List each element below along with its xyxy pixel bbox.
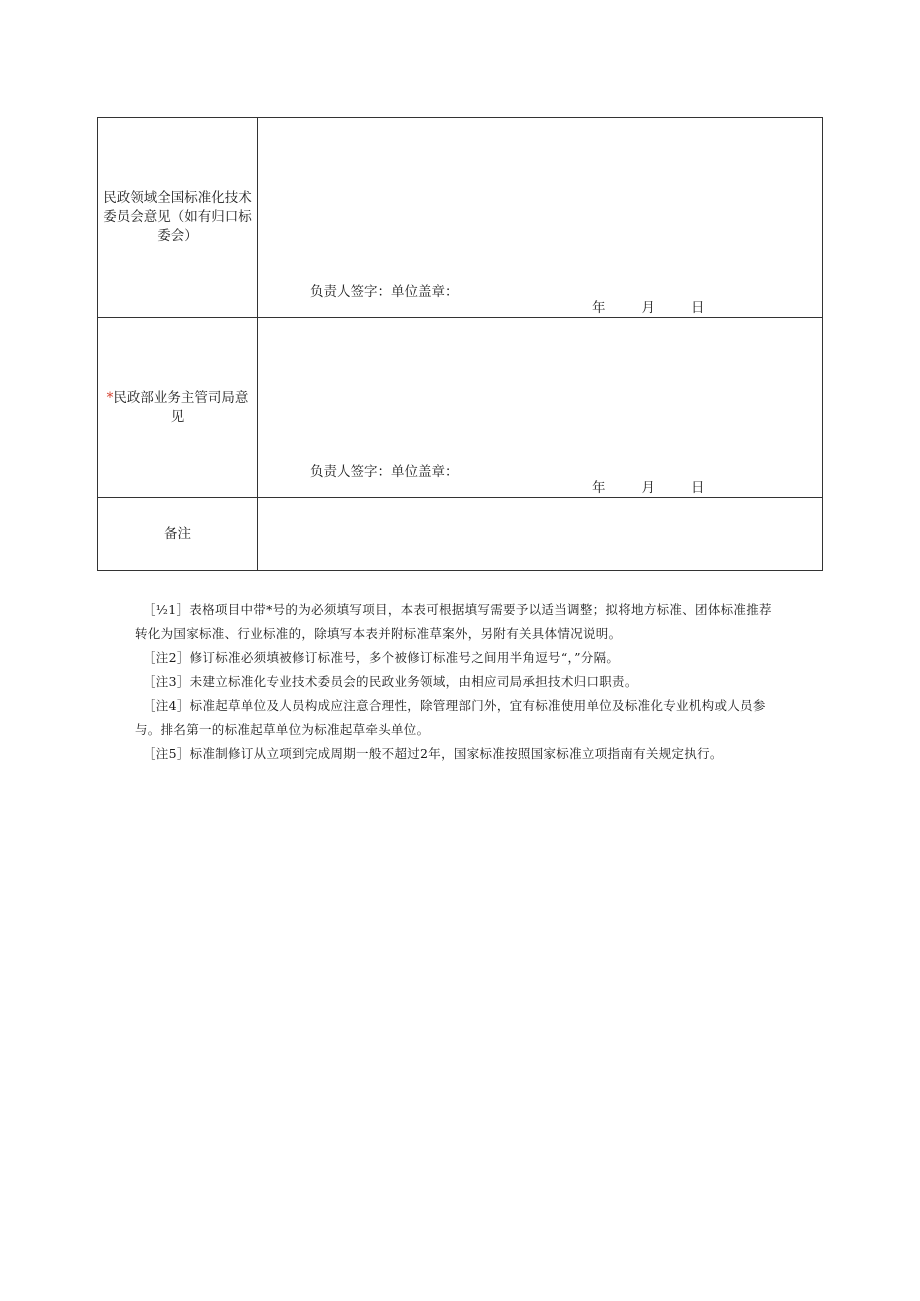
tc-opinion-label: 民政领域全国标准化技术委员会意见（如有归口标委会） <box>98 118 258 318</box>
remark-field[interactable] <box>258 498 823 571</box>
tc-opinion-row <box>98 118 823 318</box>
dept-date-line <box>592 479 705 498</box>
tc-date-line <box>592 299 705 318</box>
remark-row <box>98 498 823 571</box>
dept-opinion-label-cell <box>98 318 258 498</box>
dept-date-day: 日 <box>691 480 705 496</box>
tc-opinion-field[interactable] <box>258 118 823 318</box>
dept-date-month: 月 <box>641 480 655 496</box>
remark-label: 备注 <box>98 498 258 571</box>
note-1-text: ［½1］表格项目中带*号的为必须填写项目，本表可根据填写需要予以适当调整；拟将地方标准、团体标准推荐 <box>143 602 772 617</box>
note-4 <box>135 694 823 742</box>
note-5: ［注5］标准制修订从立项到完成周期一般不超过2年，国家标准按照国家标准立项指南有关规定执行。 <box>143 746 723 761</box>
note-2: ［注2］修订标准必须填被修订标准号，多个被修订标准号之间用半角逗号“，”分隔。 <box>143 650 620 665</box>
tc-date-year: 年 <box>592 300 606 316</box>
required-mark: * <box>106 389 114 406</box>
tc-date-month: 月 <box>641 300 655 316</box>
note-1-continuation: 转化为国家标准、行业标准的，除填写本表并附标准草案外，另附有关具体情况说明。 <box>135 626 622 641</box>
tc-date-day: 日 <box>691 300 705 316</box>
note-3: ［注3］未建立标准化专业技术委员会的民政业务领域，由相应司局承担技术归口职责。 <box>143 674 638 689</box>
notes-section <box>135 598 823 766</box>
dept-date-year: 年 <box>592 480 606 496</box>
note-4-continuation: 与。排名第一的标准起草单位为标准起草牵头单位。 <box>135 722 430 737</box>
note-4-text: ［注4］标准起草单位及人员构成应注意合理性，除管理部门外，宜有标准使用单位及标准化专业机构或人员参 <box>143 698 766 713</box>
dept-opinion-label: 民政部业务主管司局意见 <box>113 389 249 425</box>
note-1 <box>135 598 823 646</box>
dept-opinion-field[interactable] <box>258 318 823 498</box>
dept-opinion-row <box>98 318 823 498</box>
approval-form-table <box>97 117 823 571</box>
tc-signature-line: 负责人签字：单位盖章： <box>310 284 459 300</box>
dept-signature-line: 负责人签字：单位盖章： <box>310 464 459 480</box>
